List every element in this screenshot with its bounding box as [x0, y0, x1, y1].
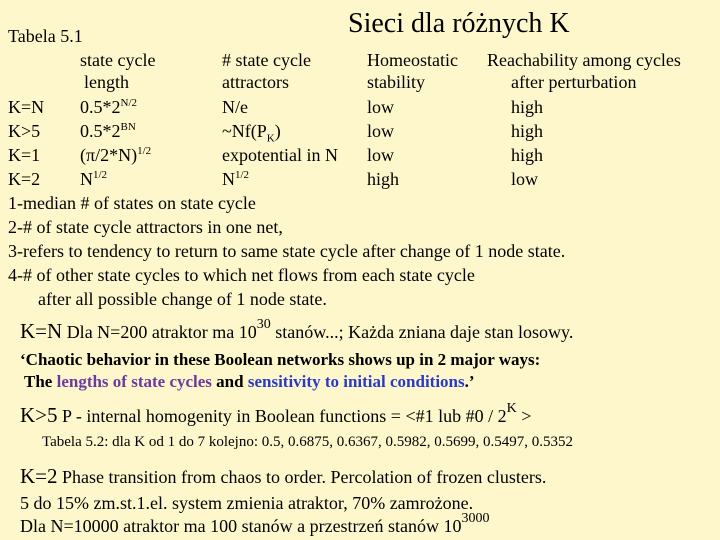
k5-label: K>5 [20, 403, 58, 427]
row-attractors: expotential in N [222, 145, 338, 165]
k2-label: K=2 [20, 464, 58, 488]
note-3: 3-refers to tendency to return to same state cycle after change of 1 node state. [8, 241, 566, 261]
row-length: $N^{1/2}$ [80, 169, 108, 189]
row-length: $0.5*2^{BN}$ [80, 121, 136, 141]
row-attractors: N/e [222, 97, 248, 117]
last-sup: 3000 [461, 511, 490, 526]
row-reachability: low [511, 169, 538, 189]
note-4: 4-# of other state cycles to which net flows from each state cycle [8, 265, 475, 285]
row-homeostatic: low [367, 97, 394, 117]
k5-text-2: > [516, 406, 532, 426]
row-k: K=N [8, 97, 45, 117]
header-cycle-length-1: state cycle [80, 50, 156, 70]
kn-text-2: stanów...; Każda zniana daje stan losowy. [270, 322, 574, 342]
row-attractors: $\sim Nf(P_K)$ [222, 121, 281, 145]
tabela-label: Tabela 5.1 [8, 26, 83, 46]
kn-text: Dla N=200 atraktor ma 10 [66, 322, 257, 342]
k2-text: Phase transition from chaos to order. Percolation of frozen clusters. [62, 467, 547, 487]
row-homeostatic: low [367, 121, 394, 141]
note-2: 2-# of state cycle attractors in one net, [8, 217, 283, 237]
k2-line [20, 464, 546, 489]
header-cycle-length-2: length [84, 72, 129, 92]
kn-label: K=N [20, 319, 63, 343]
note-1: 1-median # of states on state cycle [8, 193, 256, 213]
row-k: K>5 [8, 121, 41, 141]
tabela-52: Tabela 5.2: dla K od 1 do 7 kolejno: 0.5, 0.6875, 0.6367, 0.5982, 0.5699, 0.5497, 0.5352 [42, 434, 573, 450]
quote-lengths: lengths of state cycles [56, 372, 212, 391]
row-reachability: high [511, 145, 544, 165]
header-reachability-2: after perturbation [511, 72, 637, 92]
k5-sup: K [506, 401, 517, 416]
row-reachability: high [511, 97, 544, 117]
quote-line-2: The lengths of state cycles and sensitivity to initial conditions.’ [24, 372, 475, 391]
header-homeostatic-1: Homeostatic [367, 50, 458, 70]
page-title: Sieci dla różnych K [348, 8, 570, 39]
header-reachability-1: Reachability among cycles [487, 50, 681, 70]
row-k: K=2 [8, 169, 41, 189]
row-length: $(\pi/2*N)^{1/2}$ [80, 145, 152, 165]
kn-line [20, 319, 573, 347]
k5-text: P - internal homogenity in Boolean functions = <#1 lub #0 / 2 [62, 406, 507, 426]
k5-line [20, 403, 531, 431]
row-homeostatic: low [367, 145, 394, 165]
note-4-continued: after all possible change of 1 node state. [38, 289, 327, 309]
last-line: Dla N=10000 atraktor ma 100 stanów a przestrzeń stanów $10^{3000}$ [20, 511, 490, 536]
header-homeostatic-2: stability [367, 72, 425, 92]
row-k: K=1 [8, 145, 41, 165]
percent-line: 5 do 15% zm.st.1.el. system zmienia atraktor, 70% zamrożone. [20, 493, 474, 513]
row-homeostatic: high [367, 169, 400, 189]
kn-sup: 30 [256, 317, 271, 332]
header-attractors-2: attractors [222, 72, 289, 92]
quote-line-1: ‘Chaotic behavior in these Boolean networks shows up in 2 major ways: [20, 350, 541, 369]
row-attractors: $N^{1/2}$ [222, 169, 250, 189]
header-attractors-1: # state cycle [222, 50, 311, 70]
row-length: $0.5*2^{N/2}$ [80, 97, 137, 117]
row-reachability: high [511, 121, 544, 141]
quote-sensitivity: sensitivity to initial conditions [247, 372, 465, 391]
